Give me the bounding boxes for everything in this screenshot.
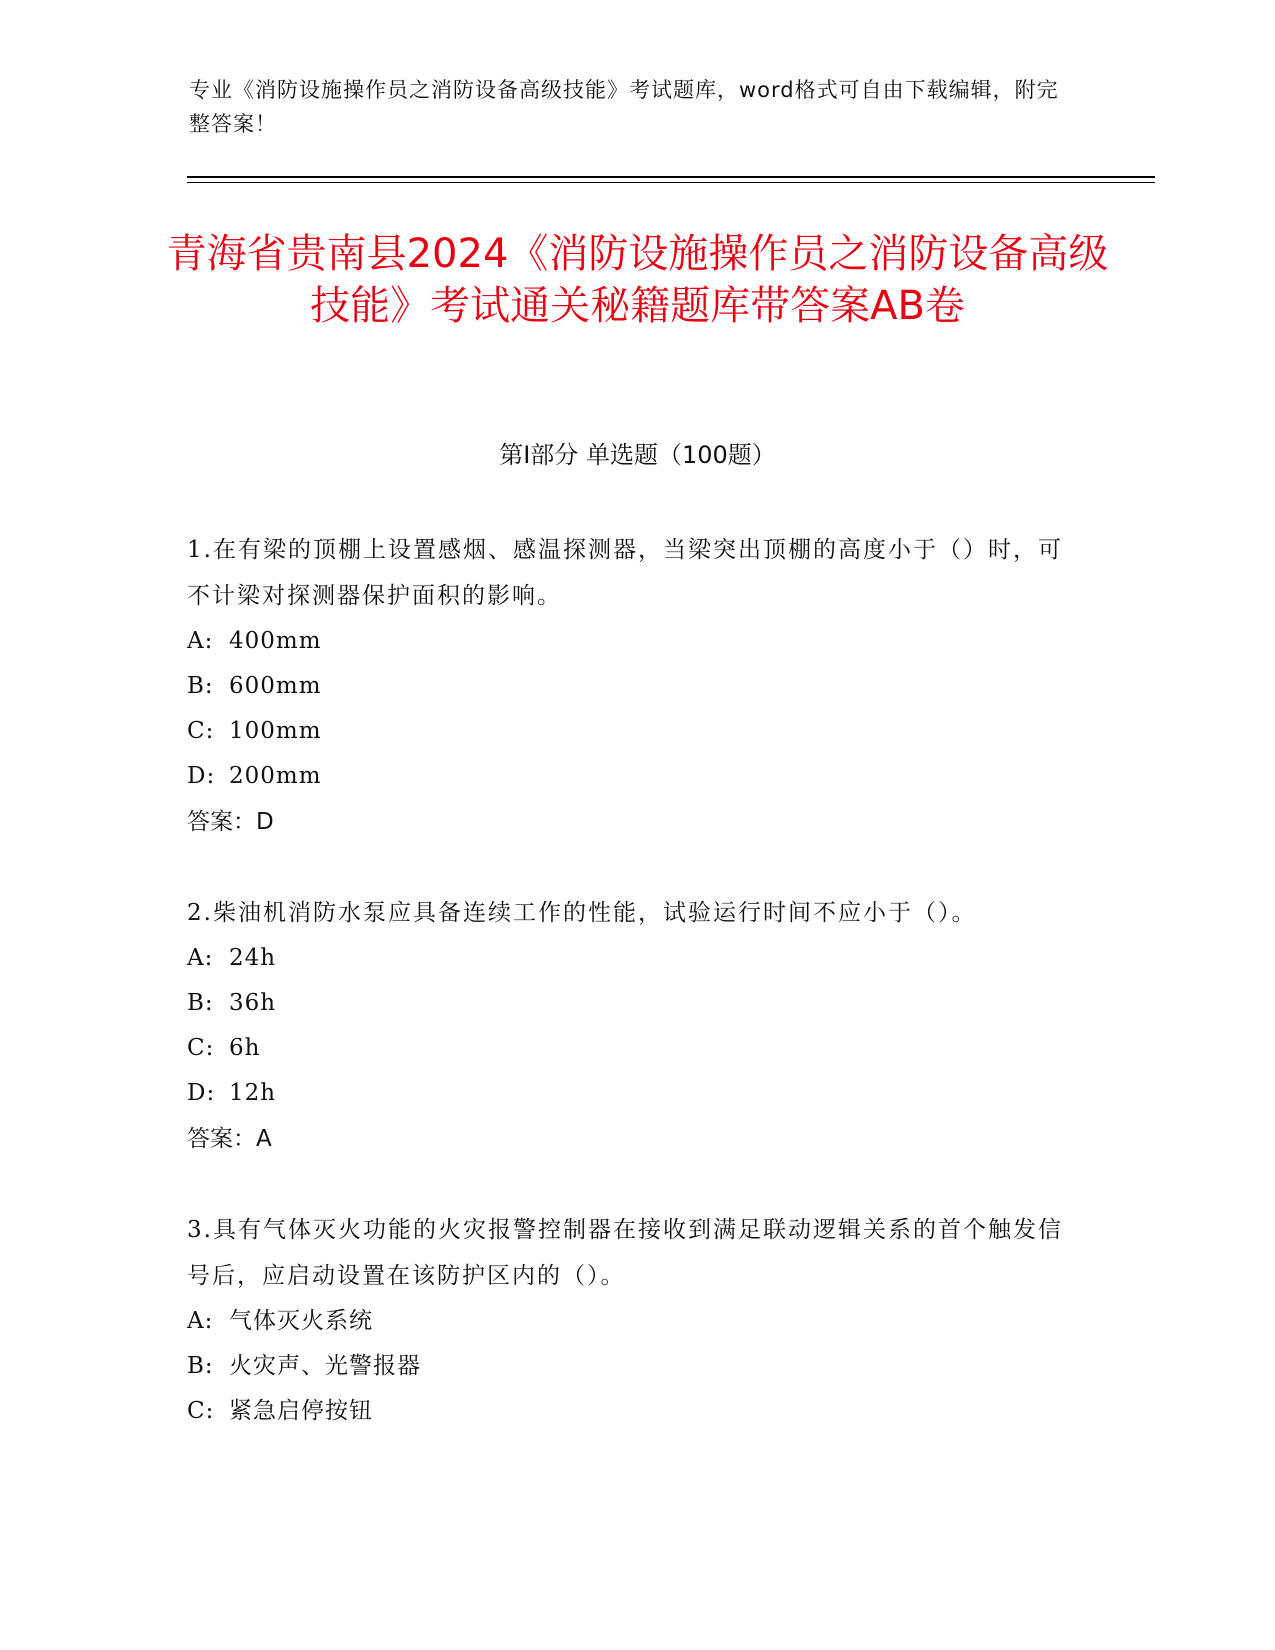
option-letter: D: — [187, 1080, 216, 1106]
option-text: 200mm — [229, 763, 322, 789]
option-letter: B: — [187, 1353, 214, 1379]
question-stem: 3.具有气体灭火功能的火灾报警控制器在接收到满足联动逻辑关系的首个触发信号后，应启动设置在该防护区内的（）。 — [187, 1217, 1063, 1289]
option-letter: C: — [187, 1398, 215, 1424]
option-text: 气体灭火系统 — [229, 1308, 373, 1334]
option-b — [187, 664, 1067, 709]
option-text: 火灾声、光警报器 — [229, 1353, 421, 1379]
option-text: 400mm — [229, 628, 322, 654]
option-c — [187, 709, 1067, 754]
option-a — [187, 1299, 1067, 1344]
option-letter: B: — [187, 673, 214, 699]
question-1 — [187, 527, 1067, 845]
option-text: 36h — [229, 990, 277, 1016]
option-letter: D: — [187, 763, 216, 789]
header-note: 专业《消防设施操作员之消防设备高级技能》考试题库，word格式可自由下载编辑，附完整答案！ — [189, 78, 1059, 136]
option-letter: A: — [187, 628, 214, 654]
header-divider-thick — [187, 176, 1155, 178]
answer: 答案：D — [187, 809, 274, 835]
option-text: 6h — [229, 1035, 261, 1061]
option-letter: C: — [187, 1035, 215, 1061]
option-b — [187, 981, 1067, 1026]
option-text: 12h — [229, 1080, 277, 1106]
option-d — [187, 1071, 1067, 1116]
option-letter: C: — [187, 718, 215, 744]
question-3 — [187, 1207, 1067, 1434]
option-letter: A: — [187, 945, 214, 971]
option-letter: A: — [187, 1308, 214, 1334]
option-a — [187, 619, 1067, 664]
question-list — [187, 527, 1067, 1479]
question-stem: 1.在有梁的顶棚上设置感烟、感温探测器，当梁突出顶棚的高度小于（）时，可不计梁对探测器保护面积的影响。 — [187, 537, 1063, 609]
option-b — [187, 1344, 1067, 1389]
answer: 答案：A — [187, 1126, 272, 1152]
section-heading: 第I部分 单选题（100题） — [499, 441, 776, 469]
option-text: 紧急启停按钮 — [229, 1398, 373, 1424]
question-2 — [187, 890, 1067, 1162]
option-c — [187, 1026, 1067, 1071]
option-text: 600mm — [229, 673, 322, 699]
option-c — [187, 1389, 1067, 1434]
option-d — [187, 754, 1067, 799]
question-stem: 2.柴油机消防水泵应具备连续工作的性能，试验运行时间不应小于（）。 — [187, 900, 977, 926]
option-a — [187, 936, 1067, 981]
document-title: 青海省贵南县2024《消防设施操作员之消防设备高级技能》考试通关秘籍题库带答案AB卷 — [166, 231, 1109, 329]
header-divider-thin — [187, 182, 1155, 183]
option-text: 100mm — [229, 718, 322, 744]
option-text: 24h — [229, 945, 277, 971]
option-letter: B: — [187, 990, 214, 1016]
